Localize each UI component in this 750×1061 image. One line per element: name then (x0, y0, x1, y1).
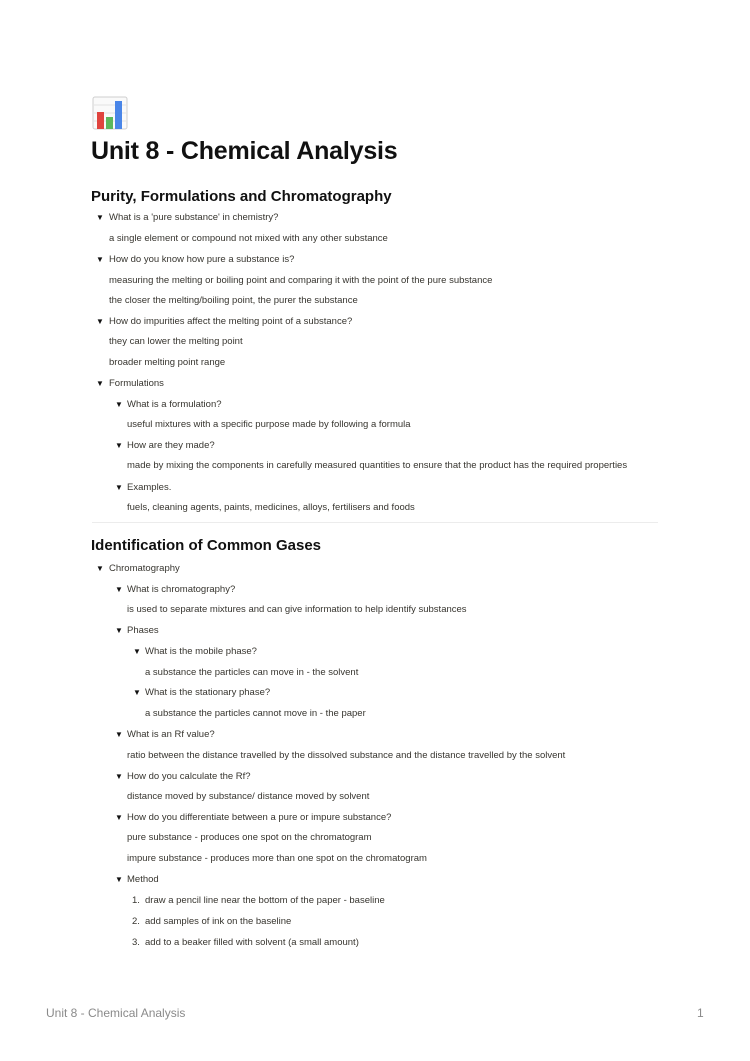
toggle-answer: a single element or compound not mixed with any other substance (109, 233, 388, 244)
toggle-arrow-icon[interactable]: ▼ (133, 688, 141, 697)
toggle-answer: is used to separate mixtures and can give information to help identify substances (127, 604, 467, 615)
list-item: add samples of ink on the baseline (145, 916, 292, 927)
toggle-arrow-icon[interactable]: ▼ (96, 213, 104, 222)
toggle-arrow-icon[interactable]: ▼ (96, 255, 104, 264)
toggle-question[interactable]: What is the mobile phase? (145, 646, 257, 657)
list-number: 3. (132, 937, 140, 948)
toggle-answer: broader melting point range (109, 357, 226, 368)
toggle-arrow-icon[interactable]: ▼ (115, 730, 123, 739)
toggle-answer: they can lower the melting point (109, 336, 243, 347)
toggle-arrow-icon[interactable]: ▼ (115, 772, 123, 781)
section-heading-purity: Purity, Formulations and Chromatography (91, 188, 392, 205)
toggle-arrow-icon[interactable]: ▼ (96, 564, 104, 573)
toggle-arrow-icon[interactable]: ▼ (133, 647, 141, 656)
toggle-answer: ratio between the distance travelled by the dissolved substance and the distance travelled by the solvent (127, 750, 566, 761)
bar-chart-icon (92, 96, 128, 130)
toggle-question[interactable]: Formulations (109, 378, 164, 389)
list-item: add to a beaker filled with solvent (a small amount) (145, 937, 359, 948)
page-title: Unit 8 - Chemical Analysis (91, 137, 398, 165)
toggle-answer: made by mixing the components in carefully measured quantities to ensure that the product has the required properties (127, 460, 628, 471)
toggle-question[interactable]: What is an Rf value? (127, 729, 215, 740)
list-number: 2. (132, 916, 140, 927)
toggle-question[interactable]: What is the stationary phase? (145, 687, 271, 698)
toggle-arrow-icon[interactable]: ▼ (96, 317, 104, 326)
toggle-question[interactable]: Chromatography (109, 563, 180, 574)
toggle-question[interactable]: How are they made? (127, 440, 215, 451)
toggle-arrow-icon[interactable]: ▼ (115, 483, 123, 492)
toggle-answer: pure substance - produces one spot on the chromatogram (127, 832, 372, 843)
toggle-arrow-icon[interactable]: ▼ (96, 379, 104, 388)
toggle-answer: useful mixtures with a specific purpose made by following a formula (127, 419, 411, 430)
toggle-answer: measuring the melting or boiling point and comparing it with the point of the pure substance (109, 275, 493, 286)
toggle-answer: the closer the melting/boiling point, the purer the substance (109, 295, 358, 306)
section-divider (92, 522, 658, 523)
toggle-question[interactable]: What is a formulation? (127, 399, 222, 410)
toggle-question[interactable]: Examples. (127, 482, 172, 493)
list-item: draw a pencil line near the bottom of the paper - baseline (145, 895, 385, 906)
toggle-arrow-icon[interactable]: ▼ (115, 626, 123, 635)
toggle-arrow-icon[interactable]: ▼ (115, 441, 123, 450)
toggle-question[interactable]: Phases (127, 625, 159, 636)
toggle-arrow-icon[interactable]: ▼ (115, 875, 123, 884)
toggle-question[interactable]: How do you know how pure a substance is? (109, 254, 295, 265)
list-number: 1. (132, 895, 140, 906)
toggle-question[interactable]: Method (127, 874, 159, 885)
toggle-answer: fuels, cleaning agents, paints, medicines, alloys, fertilisers and foods (127, 502, 415, 513)
toggle-answer: a substance the particles cannot move in - the paper (145, 708, 366, 719)
toggle-answer: impure substance - produces more than one spot on the chromatogram (127, 853, 427, 864)
footer-title: Unit 8 - Chemical Analysis (46, 1006, 186, 1020)
toggle-question[interactable]: How do you differentiate between a pure or impure substance? (127, 812, 392, 823)
toggle-question[interactable]: How do you calculate the Rf? (127, 771, 251, 782)
toggle-answer: distance moved by substance/ distance moved by solvent (127, 791, 370, 802)
toggle-arrow-icon[interactable]: ▼ (115, 813, 123, 822)
toggle-question[interactable]: What is chromatography? (127, 584, 236, 595)
toggle-question[interactable]: How do impurities affect the melting point of a substance? (109, 316, 353, 327)
toggle-question[interactable]: What is a 'pure substance' in chemistry? (109, 212, 279, 223)
page-number: 1 (697, 1006, 704, 1020)
toggle-arrow-icon[interactable]: ▼ (115, 585, 123, 594)
section-heading-gases: Identification of Common Gases (91, 537, 322, 554)
toggle-answer: a substance the particles can move in - the solvent (145, 667, 359, 678)
toggle-arrow-icon[interactable]: ▼ (115, 400, 123, 409)
